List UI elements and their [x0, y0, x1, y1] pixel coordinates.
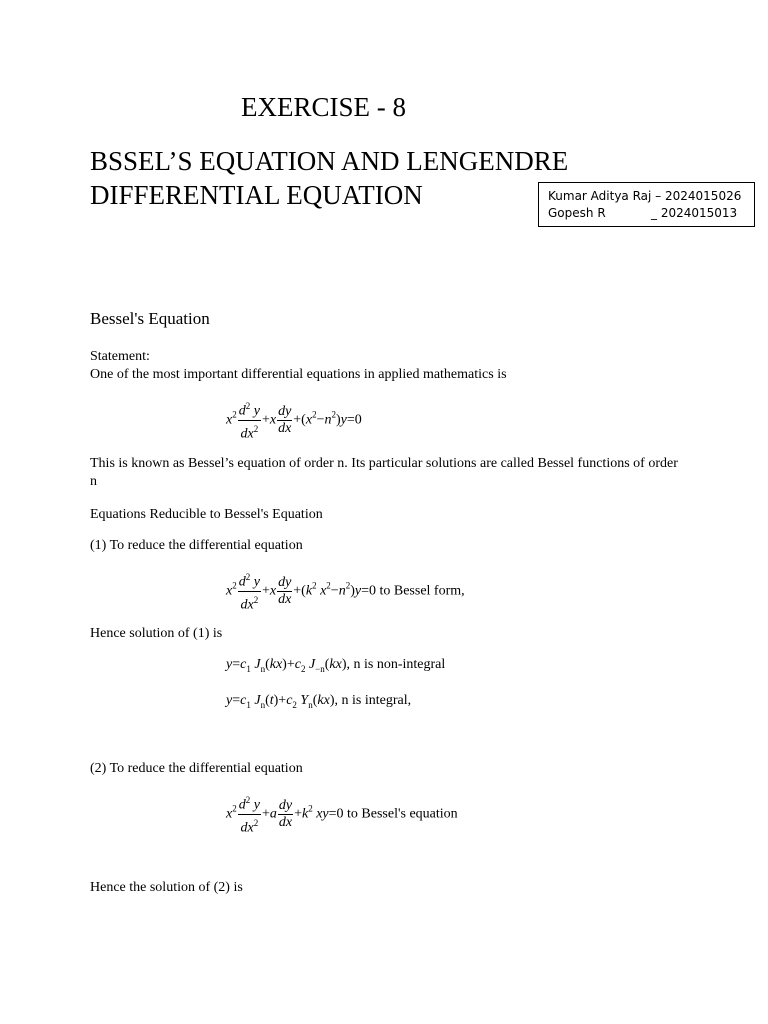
- reducible-title: Equations Reducible to Bessel's Equation: [90, 507, 323, 522]
- author-separator: _: [651, 206, 661, 220]
- reducible-equation-1: $x^2$ $\frac{d^2 y}{dx^2}$ +x $\frac{dy}{dx}$ $+(k^2$ $x^2-n^2)y=0$ to Bessel form,: [226, 569, 465, 613]
- bessel-equation: $x^2$ $\frac{d^2 y}{dx^2}$ +x $\frac{dy}{dx}$ $+(x^2-n^2)y=0$: [226, 398, 362, 442]
- author-separator: –: [651, 189, 665, 203]
- author-row: [548, 188, 754, 205]
- step-1-text: (1) To reduce the differential equation: [90, 538, 303, 553]
- author-name: Kumar Aditya Raj: [548, 189, 652, 203]
- authors-box: [538, 182, 755, 227]
- document-heading-line-2: DIFFERENTIAL EQUATION: [90, 180, 423, 210]
- solution-non-integral: $y=c_1$ $J_n(kx)+c_2$ $J_{-n}(kx)$, n is non-integral: [226, 657, 446, 674]
- solution-1-suffix: , n is non-integral: [346, 657, 446, 672]
- solution-integral: $y=c_1$ $J_n(t)+c_2$ $Y_n(kx)$, n is integral,: [226, 693, 412, 710]
- section-title: Bessel's Equation: [90, 309, 210, 328]
- step-2-text: (2) To reduce the differential equation: [90, 761, 303, 776]
- solution-2-suffix: , n is integral,: [334, 693, 412, 708]
- author-row: [548, 205, 754, 222]
- intro-text: One of the most important differential equations in applied mathematics is: [90, 367, 507, 382]
- step-2-suffix: to Bessel's equation: [343, 806, 458, 822]
- statement-label: Statement:: [90, 349, 150, 364]
- hence-1-text: Hence solution of (1) is: [90, 626, 223, 641]
- author-id: 2024015026: [665, 189, 742, 203]
- known-as-text: This is known as Bessel’s equation of order n. Its particular solutions are called Bessel functions of order n: [90, 456, 678, 489]
- author-name: Gopesh R: [548, 206, 606, 220]
- reducible-equation-2: $x^2$ $\frac{d^2 y}{dx^2}$ +a $\frac{dy}{dx}$ $+k^2$ xy=0 to Bessel's equation: [226, 792, 458, 836]
- step-1-suffix: to Bessel form,: [375, 583, 465, 599]
- exercise-title: EXERCISE - 8: [241, 92, 406, 122]
- author-id: 2024015013: [660, 206, 738, 220]
- hence-2-text: Hence the solution of (2) is: [90, 880, 243, 895]
- document-heading-line-1: BSSEL’S EQUATION AND LENGENDRE: [90, 146, 569, 176]
